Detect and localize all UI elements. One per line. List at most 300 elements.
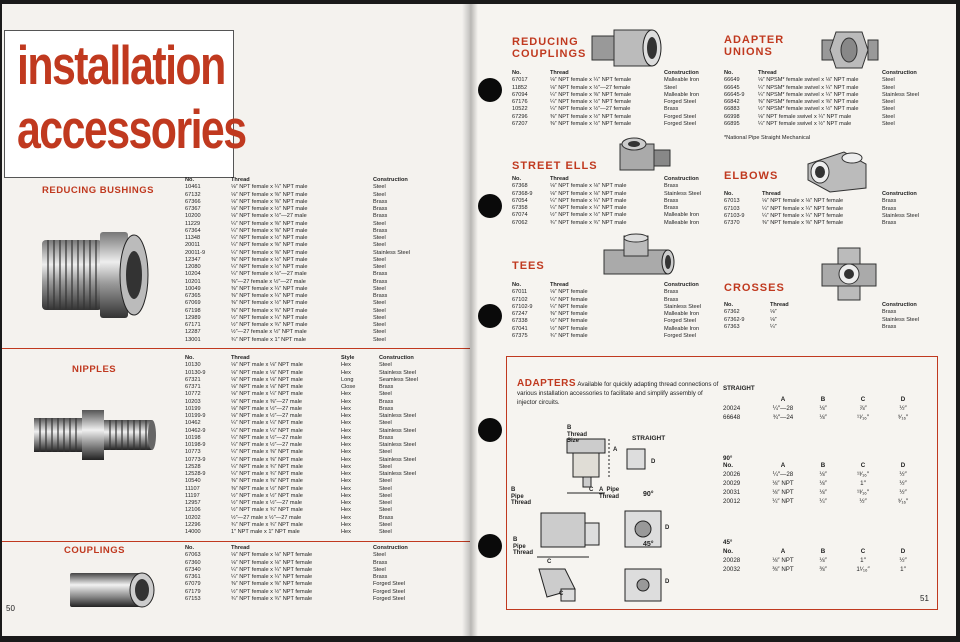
label-a-straight: A bbox=[613, 447, 618, 453]
crosses-table bbox=[724, 302, 948, 331]
table-cell: 10198 bbox=[185, 434, 201, 441]
straight-title: STRAIGHT bbox=[723, 385, 755, 392]
table-cell: 1¹⁄₁₆″ bbox=[856, 566, 870, 573]
table-cell: 10203 bbox=[185, 398, 201, 405]
table-header-row bbox=[723, 547, 923, 556]
table-row bbox=[185, 435, 445, 442]
table-cell: Steel bbox=[373, 242, 386, 249]
table-cell: Brass bbox=[379, 405, 394, 412]
table-cell: 12528 bbox=[185, 463, 201, 470]
adapter-unions-title bbox=[724, 34, 784, 58]
table-row bbox=[185, 322, 439, 329]
table-row bbox=[724, 121, 938, 128]
table-cell: 10200 bbox=[185, 213, 201, 220]
table-cell: Brass bbox=[373, 293, 388, 299]
column-header: C bbox=[860, 548, 866, 555]
table-row bbox=[185, 478, 445, 485]
table-cell: ⅛″ bbox=[819, 557, 827, 564]
reducing-coupling-image bbox=[588, 24, 666, 74]
table-row bbox=[512, 220, 730, 227]
table-cell: ¼″ NPT male x ¼″ NPT male bbox=[231, 427, 303, 434]
table-cell: ¾″ NPT female bbox=[550, 332, 588, 339]
table-cell: Brass bbox=[373, 213, 388, 220]
table-row bbox=[185, 242, 439, 249]
table-cell: 67171 bbox=[185, 322, 201, 328]
table-row bbox=[185, 449, 445, 456]
table-cell: 67041 bbox=[512, 325, 528, 332]
table-cell: ¼″ NPT female x ⅜″ NPT male bbox=[231, 227, 308, 234]
adapters-90-table bbox=[723, 461, 923, 506]
table-cell: ¼″ NPT male x ½″—27 male bbox=[231, 442, 303, 448]
label-d-90: D bbox=[665, 525, 670, 531]
table-cell: Brass bbox=[882, 309, 897, 316]
table-cell: ⅜″ NPT female x ½″ NPT male bbox=[231, 300, 308, 307]
table-cell: 20029 bbox=[723, 480, 741, 487]
table-row bbox=[723, 565, 923, 574]
table-cell: 10773-9 bbox=[185, 456, 206, 463]
table-row bbox=[185, 471, 445, 478]
table-cell: ⅛″ NPT bbox=[772, 489, 794, 496]
table-cell: ½″ NPT female x ¼″ NPT male bbox=[231, 314, 308, 321]
table-row bbox=[512, 212, 730, 219]
adapter-unions-title-1: ADAPTER bbox=[724, 34, 785, 46]
table-cell: Hex bbox=[341, 420, 351, 427]
table-cell: Steel bbox=[373, 191, 386, 198]
table-cell: ½″ NPT female bbox=[550, 318, 588, 325]
table-cell: 66645-9 bbox=[724, 91, 745, 98]
column-header: Construction bbox=[882, 302, 917, 308]
table-row bbox=[723, 556, 923, 565]
table-cell: 66895 bbox=[724, 120, 740, 127]
table-cell: ⅛″ NPT female bbox=[550, 289, 588, 296]
label-90: 90° bbox=[643, 491, 654, 498]
table-row bbox=[185, 206, 439, 213]
table-cell: ⅛″ NPT female swivel x ¼″ NPT male bbox=[758, 113, 852, 120]
table-cell: 11197 bbox=[185, 492, 200, 499]
table-cell: Stainless Steel bbox=[664, 190, 702, 197]
table-cell: 67360 bbox=[185, 559, 201, 566]
table-cell: 10773 bbox=[185, 449, 201, 456]
table-cell: Brass bbox=[664, 197, 679, 204]
table-cell: Seamless Steel bbox=[379, 376, 418, 383]
couplings-table bbox=[185, 545, 439, 603]
label-b-thread-size: B Thread Size bbox=[567, 425, 588, 444]
table-cell: Hex bbox=[341, 427, 351, 434]
page-title bbox=[17, 33, 246, 161]
table-header-row bbox=[185, 177, 439, 184]
adapters-45-table bbox=[723, 547, 923, 574]
table-cell: 67198 bbox=[185, 307, 201, 314]
adapters-description: Available for quickly adapting thread connections of various installation accessories to facilitate and simplify assembly of injector circuits. bbox=[517, 381, 719, 406]
table-cell: ½″ NPT female bbox=[550, 325, 588, 332]
table-row bbox=[512, 304, 730, 311]
label-c-90: C bbox=[547, 559, 552, 565]
table-cell: 67063 bbox=[185, 552, 201, 559]
table-cell: Stainless Steel bbox=[379, 471, 417, 477]
table-row bbox=[185, 442, 445, 449]
label-b-pipe-thread-90: B Pipe Thread bbox=[511, 487, 532, 506]
table-row bbox=[724, 324, 948, 331]
table-cell: Steel bbox=[373, 314, 386, 321]
table-cell: Forged Steel bbox=[664, 332, 697, 339]
table-cell: ¼″ NPT male x ½″—27 male bbox=[231, 434, 303, 441]
table-cell: 67102-9 bbox=[512, 303, 533, 310]
tees-table bbox=[512, 282, 730, 340]
table-row bbox=[724, 220, 948, 227]
table-cell: ⅜″ NPT female x ½″ NPT male bbox=[231, 256, 308, 263]
table-cell: ⅜″ NPT male x ½″ NPT male bbox=[231, 485, 303, 492]
table-cell: 67011 bbox=[512, 289, 528, 296]
table-row bbox=[185, 221, 439, 228]
table-cell: Malleable Iron bbox=[664, 325, 700, 332]
table-row bbox=[724, 114, 938, 121]
column-header: Construction bbox=[664, 70, 699, 76]
table-cell: Steel bbox=[882, 77, 895, 84]
table-cell: 67368 bbox=[512, 183, 528, 190]
table-cell: Steel bbox=[373, 285, 386, 292]
table-cell: 12528-9 bbox=[185, 471, 206, 477]
table-cell: 67340 bbox=[185, 566, 201, 573]
table-cell: Stainless Steel bbox=[379, 442, 417, 448]
column-header: Construction bbox=[664, 282, 699, 288]
table-cell: Steel bbox=[882, 106, 895, 113]
table-cell: Stainless Steel bbox=[379, 456, 417, 463]
table-row bbox=[185, 515, 445, 522]
table-row bbox=[512, 318, 730, 325]
table-cell: ¾″ NPT female x ¾″ NPT female bbox=[231, 595, 313, 602]
table-cell: 12347 bbox=[185, 256, 201, 263]
table-cell: ¼″ bbox=[819, 498, 827, 505]
table-row bbox=[512, 326, 730, 333]
label-c-straight: C bbox=[589, 487, 594, 493]
table-cell: ¼″ NPT female x ⅜″ NPT female bbox=[550, 91, 632, 98]
table-cell: 20032 bbox=[723, 566, 741, 573]
table-cell: ⅜″ NPT female x ¾″ NPT male bbox=[231, 307, 308, 314]
table-row bbox=[185, 213, 439, 220]
table-cell: ⅛″ NPT female x ⅛″ NPT male bbox=[550, 183, 627, 190]
divider-2 bbox=[2, 541, 470, 542]
column-header: D bbox=[900, 548, 906, 555]
table-cell: ⅛″ NPT male x ¼″ NPT male bbox=[231, 391, 303, 398]
adapter-unions-footnote: *National Pipe Straight Mechanical bbox=[724, 135, 811, 141]
table-row bbox=[185, 377, 445, 384]
table-row bbox=[185, 300, 439, 307]
table-row bbox=[185, 567, 439, 574]
table-cell: Brass bbox=[379, 514, 394, 521]
table-cell: Steel bbox=[882, 84, 895, 91]
table-cell: Steel bbox=[373, 552, 386, 559]
table-row bbox=[724, 85, 938, 92]
table-header-row bbox=[724, 302, 948, 309]
table-cell: 67017 bbox=[512, 77, 528, 84]
table-cell: Brass bbox=[373, 574, 388, 580]
table-cell: 67365 bbox=[185, 293, 201, 299]
elbows-table bbox=[724, 191, 948, 227]
table-cell: Brass bbox=[664, 289, 679, 296]
table-row bbox=[185, 228, 439, 235]
table-cell: ¾″ NPT female x 1″ NPT male bbox=[231, 336, 306, 343]
table-row bbox=[185, 507, 445, 514]
column-header: B bbox=[820, 462, 826, 469]
column-header bbox=[723, 395, 763, 404]
table-cell: 67362 bbox=[724, 309, 740, 316]
table-cell: ⁹⁄₁₆″ bbox=[897, 498, 909, 505]
table-row bbox=[185, 596, 439, 603]
table-cell: Brass bbox=[373, 278, 388, 285]
adapters-title: ADAPTERS bbox=[517, 378, 577, 389]
table-row bbox=[512, 198, 730, 205]
table-cell: ⅛″ NPT male x ⅜″—27 male bbox=[231, 398, 303, 405]
table-cell: Steel bbox=[379, 391, 392, 398]
column-header: Thread bbox=[762, 191, 781, 197]
table-row bbox=[185, 235, 439, 242]
table-cell: ⅛″ bbox=[819, 414, 827, 421]
table-cell: ⅜″ NPT female x ½″ NPT female bbox=[550, 120, 632, 127]
table-cell: Steel bbox=[882, 99, 895, 105]
table-cell: Steel bbox=[373, 264, 386, 270]
table-row bbox=[724, 77, 938, 84]
table-cell: 67361 bbox=[185, 574, 201, 580]
column-header: No. bbox=[724, 191, 734, 197]
table-cell: Steel bbox=[379, 521, 392, 528]
table-cell: 67103 bbox=[724, 205, 740, 212]
table-row bbox=[724, 317, 948, 324]
table-cell: Steel bbox=[373, 329, 386, 336]
table-cell: 67013 bbox=[724, 198, 740, 205]
table-cell: ⅜″ NPT female x ⅜″ NPT female bbox=[762, 220, 844, 226]
table-cell: ¹¹⁄₁₆″ bbox=[857, 414, 869, 421]
table-cell: Steel bbox=[373, 307, 386, 314]
table-cell: ⅛″ NPT female x ⅛″ NPT male bbox=[550, 190, 627, 197]
table-cell: ½″ NPSM* female swivel x ½″ NPT male bbox=[758, 106, 859, 113]
table-header-row bbox=[724, 191, 948, 198]
table-cell: Brass bbox=[373, 198, 388, 205]
table-cell: ¼″ NPT female swivel x ½″ NPT male bbox=[758, 120, 852, 127]
title-line-1: installation bbox=[17, 34, 225, 96]
table-cell: Stainless Steel bbox=[882, 91, 920, 98]
table-cell: ⅛″ NPT male x ⅛″ NPT male bbox=[231, 384, 303, 390]
column-header: Construction bbox=[373, 177, 408, 183]
table-cell: Steel bbox=[373, 300, 386, 307]
label-a-pipe-thread: A Pipe Thread bbox=[599, 487, 620, 500]
table-cell: 11107 bbox=[185, 485, 200, 492]
table-cell: 67338 bbox=[512, 318, 528, 325]
column-header: Thread bbox=[770, 302, 789, 308]
table-row bbox=[723, 413, 923, 422]
table-cell: Steel bbox=[882, 113, 895, 120]
column-header: No. bbox=[185, 355, 195, 361]
column-header: C bbox=[860, 462, 866, 469]
table-cell: ⅛″ NPT male x ½″—27 male bbox=[231, 405, 303, 412]
adapter-unions-title-2: UNIONS bbox=[724, 46, 773, 58]
table-row bbox=[185, 486, 445, 493]
column-header: A bbox=[780, 548, 786, 555]
table-cell: Hex bbox=[341, 507, 351, 514]
table-cell: 67062 bbox=[512, 219, 528, 226]
table-cell: ⅜″ NPT female x ½″ NPT female bbox=[550, 113, 632, 120]
table-cell: ¼″ NPT female x ½″—27 female bbox=[550, 106, 631, 113]
column-header: A bbox=[780, 462, 786, 469]
table-row bbox=[185, 420, 445, 427]
table-row bbox=[724, 92, 938, 99]
table-cell: ¹³⁄₁₆″ bbox=[857, 489, 869, 496]
table-cell: 67364 bbox=[185, 227, 201, 234]
table-cell: 12296 bbox=[185, 521, 201, 528]
table-cell: 67370 bbox=[724, 220, 740, 226]
table-row bbox=[723, 479, 923, 488]
table-row bbox=[512, 311, 730, 318]
column-header: Style bbox=[341, 355, 355, 361]
table-cell: 20011 bbox=[185, 242, 201, 249]
table-cell: Hex bbox=[341, 449, 351, 456]
table-cell: ⅜″—27 female x ½″—27 male bbox=[231, 278, 306, 285]
table-row bbox=[724, 213, 948, 220]
table-cell: Malleable Iron bbox=[664, 311, 700, 317]
table-cell: 67363 bbox=[724, 323, 740, 330]
column-header: No. bbox=[185, 177, 195, 183]
table-cell: 67366 bbox=[185, 198, 201, 205]
table-cell: ⅜″ NPSM* female swivel x ⅜″ NPT male bbox=[758, 99, 859, 105]
column-header: A bbox=[780, 396, 786, 403]
column-header: Construction bbox=[379, 355, 414, 361]
table-cell: ¼″ NPT bbox=[772, 498, 794, 505]
table-cell: Brass bbox=[379, 384, 394, 390]
table-row bbox=[185, 384, 445, 391]
adapters-intro bbox=[517, 379, 722, 407]
table-cell: Steel bbox=[373, 235, 386, 241]
table-cell: 66842 bbox=[724, 99, 740, 105]
table-cell: 13001 bbox=[185, 336, 201, 343]
table-cell: ¼″ NPT female x ½″ NPT female bbox=[550, 99, 632, 105]
reducing-couplings-title-2: COUPLINGS bbox=[512, 48, 587, 60]
table-cell: ⅛″ bbox=[819, 405, 827, 412]
table-cell: ¼″ NPT female bbox=[550, 303, 588, 310]
table-cell: ¼″ NPT female x ½″ NPT male bbox=[231, 264, 308, 270]
table-cell: Steel bbox=[379, 362, 392, 369]
table-cell: Hex bbox=[341, 514, 351, 521]
table-cell: ½″ bbox=[899, 557, 907, 564]
table-row bbox=[512, 333, 730, 340]
table-cell: ½″ bbox=[899, 489, 907, 496]
binder-hole-3 bbox=[478, 304, 502, 328]
column-header: No. bbox=[723, 462, 733, 469]
table-row bbox=[185, 574, 439, 581]
table-cell: Stainless Steel bbox=[379, 427, 417, 434]
table-cell: ⅜″ NPT female x ⅜″ NPT female bbox=[231, 581, 313, 588]
table-cell: 1″ NPT male x 1″ NPT male bbox=[231, 529, 300, 535]
table-header-row bbox=[724, 70, 938, 77]
table-cell: 66998 bbox=[724, 113, 740, 120]
table-row bbox=[185, 271, 439, 278]
table-cell: Steel bbox=[379, 420, 392, 427]
table-cell: Long bbox=[341, 376, 354, 383]
table-cell: Stainless Steel bbox=[373, 249, 411, 256]
binder-hole-5 bbox=[478, 534, 502, 558]
table-cell: ½″ bbox=[859, 498, 867, 505]
table-cell: 10772 bbox=[185, 391, 201, 398]
table-cell: Forged Steel bbox=[373, 588, 406, 595]
table-cell: 66645 bbox=[724, 84, 740, 91]
table-cell: Steel bbox=[373, 336, 386, 343]
label-d-45: D bbox=[665, 579, 670, 585]
table-cell: ⅜″ NPT female bbox=[550, 311, 588, 317]
table-cell: 10204 bbox=[185, 271, 201, 278]
table-cell: 67368-9 bbox=[512, 190, 533, 197]
table-cell: ⅛″ NPT female x ⅜″ NPT male bbox=[231, 191, 308, 198]
table-row bbox=[724, 206, 948, 213]
table-row bbox=[512, 77, 730, 84]
table-row bbox=[185, 500, 445, 507]
table-cell: ¼″ NPT female x ¼″ NPT female bbox=[231, 566, 313, 573]
table-cell: 67358 bbox=[512, 205, 528, 211]
table-cell: ⅛″ NPT bbox=[772, 557, 794, 564]
table-cell: Brass bbox=[379, 434, 394, 441]
page-number-right: 51 bbox=[920, 594, 929, 603]
table-cell: ½″ bbox=[899, 480, 907, 487]
table-row bbox=[185, 406, 445, 413]
couplings-title: COUPLINGS bbox=[64, 545, 125, 556]
table-cell: 67094 bbox=[512, 91, 528, 98]
table-cell: 67054 bbox=[512, 197, 528, 204]
table-header-row bbox=[512, 70, 730, 77]
table-cell: Stainless Steel bbox=[379, 413, 417, 419]
table-cell: ⅛″ bbox=[819, 471, 827, 478]
table-cell: 1″ bbox=[860, 557, 866, 564]
table-cell: ⅜″ NPT female x ¼″ NPT male bbox=[231, 293, 308, 299]
table-cell: ⅛″ bbox=[770, 309, 777, 316]
table-cell: 12080 bbox=[185, 264, 201, 270]
column-header: Thread bbox=[550, 176, 569, 182]
elbow-image bbox=[800, 144, 874, 196]
table-cell: ⅛″ bbox=[819, 489, 827, 496]
table-cell: Hex bbox=[341, 413, 351, 419]
table-row bbox=[512, 289, 730, 296]
table-row bbox=[723, 497, 923, 506]
table-cell: Hex bbox=[341, 442, 351, 448]
deg45-title: 45° bbox=[723, 539, 733, 546]
table-cell: Steel bbox=[379, 507, 392, 514]
column-header: No. bbox=[723, 548, 733, 555]
left-page bbox=[2, 4, 470, 636]
table-cell: 67375 bbox=[512, 332, 528, 339]
table-cell: Brass bbox=[664, 183, 679, 190]
table-cell: 67321 bbox=[185, 376, 201, 383]
table-cell: Steel bbox=[373, 184, 386, 191]
table-cell: ⅛″ NPSM* female swivel x ⅛″ NPT male bbox=[758, 77, 859, 84]
table-row bbox=[185, 362, 445, 369]
table-cell: ¼″ NPT female x ¼″ NPT female bbox=[762, 205, 844, 212]
table-cell: ¼″—28 bbox=[772, 471, 794, 478]
table-cell: Forged Steel bbox=[664, 318, 697, 325]
book-gutter bbox=[462, 4, 478, 636]
table-cell: Malleable Iron bbox=[664, 219, 700, 226]
table-cell: 10201 bbox=[185, 278, 201, 285]
binder-hole-4 bbox=[478, 418, 502, 442]
table-row bbox=[512, 297, 730, 304]
table-header-row bbox=[723, 461, 923, 470]
table-cell: Forged Steel bbox=[664, 99, 697, 105]
table-cell: 67367 bbox=[185, 206, 201, 212]
table-cell: ¾″ NPT male x ¾″ NPT male bbox=[231, 521, 303, 528]
table-cell: 67371 bbox=[185, 384, 201, 390]
binder-hole-2 bbox=[478, 194, 502, 218]
table-header-row bbox=[723, 395, 923, 404]
page-number-left: 50 bbox=[6, 604, 15, 613]
divider-1 bbox=[2, 348, 470, 349]
table-cell: 10462 bbox=[185, 420, 201, 427]
table-row bbox=[185, 413, 445, 420]
column-header: No. bbox=[512, 282, 522, 288]
